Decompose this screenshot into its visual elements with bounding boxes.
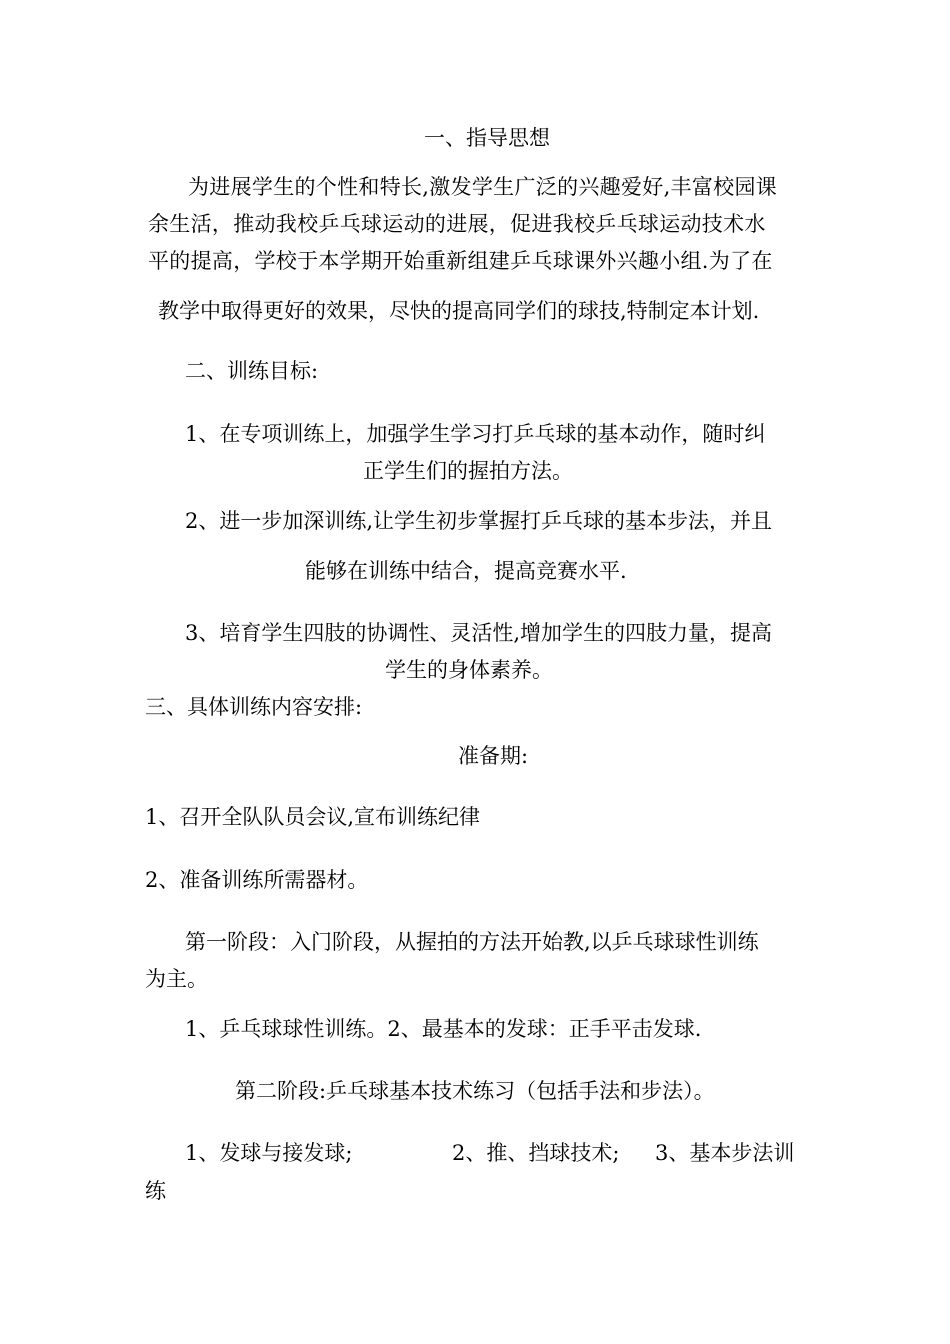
section1-para-line1: 为进展学生的个性和特长,激发学生广泛的兴趣爱好,丰富校园课 <box>188 175 778 199</box>
stage1-line2: 为主。 <box>145 967 208 991</box>
section1-para-line3: 平的提高，学校于本学期开始重新组建乒乓球课外兴趣小组.为了在 <box>148 249 773 273</box>
section1-para-line4: 教学中取得更好的效果，尽快的提高同学们的球技,特制定本计划. <box>158 299 760 323</box>
goal1-line2: 正学生们的握拍方法。 <box>363 459 573 483</box>
section1-heading: 一、指导思想 <box>424 126 550 150</box>
goal3-line2: 学生的身体素养。 <box>385 658 553 682</box>
goal2-line1: 2、进一步加深训练,让学生初步掌握打乒乓球的基本步法，并且 <box>185 509 773 533</box>
stage2-item-3-continued: 练 <box>145 1179 166 1203</box>
goal2-line2: 能够在训练中结合，提高竞赛水平. <box>305 559 627 583</box>
section3-heading: 三、具体训练内容安排: <box>145 695 363 719</box>
stage1-items: 1、乒乓球球性训练。2、最基本的发球：正手平击发球. <box>185 1017 702 1041</box>
stage2-item-1: 1、发球与接发球; <box>185 1141 353 1165</box>
prep-title: 准备期: <box>458 744 529 768</box>
prep-item-2: 2、准备训练所需器材。 <box>145 868 369 892</box>
goal1-line1: 1、在专项训练上，加强学生学习打乒乓球的基本动作，随时纠 <box>185 422 766 446</box>
stage2-title: 第二阶段:乒乓球基本技术练习（包括手法和步法）。 <box>235 1079 715 1103</box>
section2-heading: 二、训练目标: <box>185 359 319 383</box>
stage1-line1: 第一阶段：入门阶段，从握拍的方法开始教,以乒乓球球性训练 <box>185 930 759 954</box>
goal3-line1: 3、培育学生四肢的协调性、灵活性,增加学生的四肢力量，提高 <box>185 621 773 645</box>
stage2-item-3: 3、基本步法训 <box>655 1141 795 1165</box>
prep-item-1: 1、召开全队队员会议,宣布训练纪律 <box>145 805 481 829</box>
stage2-item-2: 2、推、挡球技术; <box>452 1141 620 1165</box>
section1-para-line2: 余生活，推动我校乒乓球运动的进展，促进我校乒乓球运动技术水 <box>148 212 766 236</box>
